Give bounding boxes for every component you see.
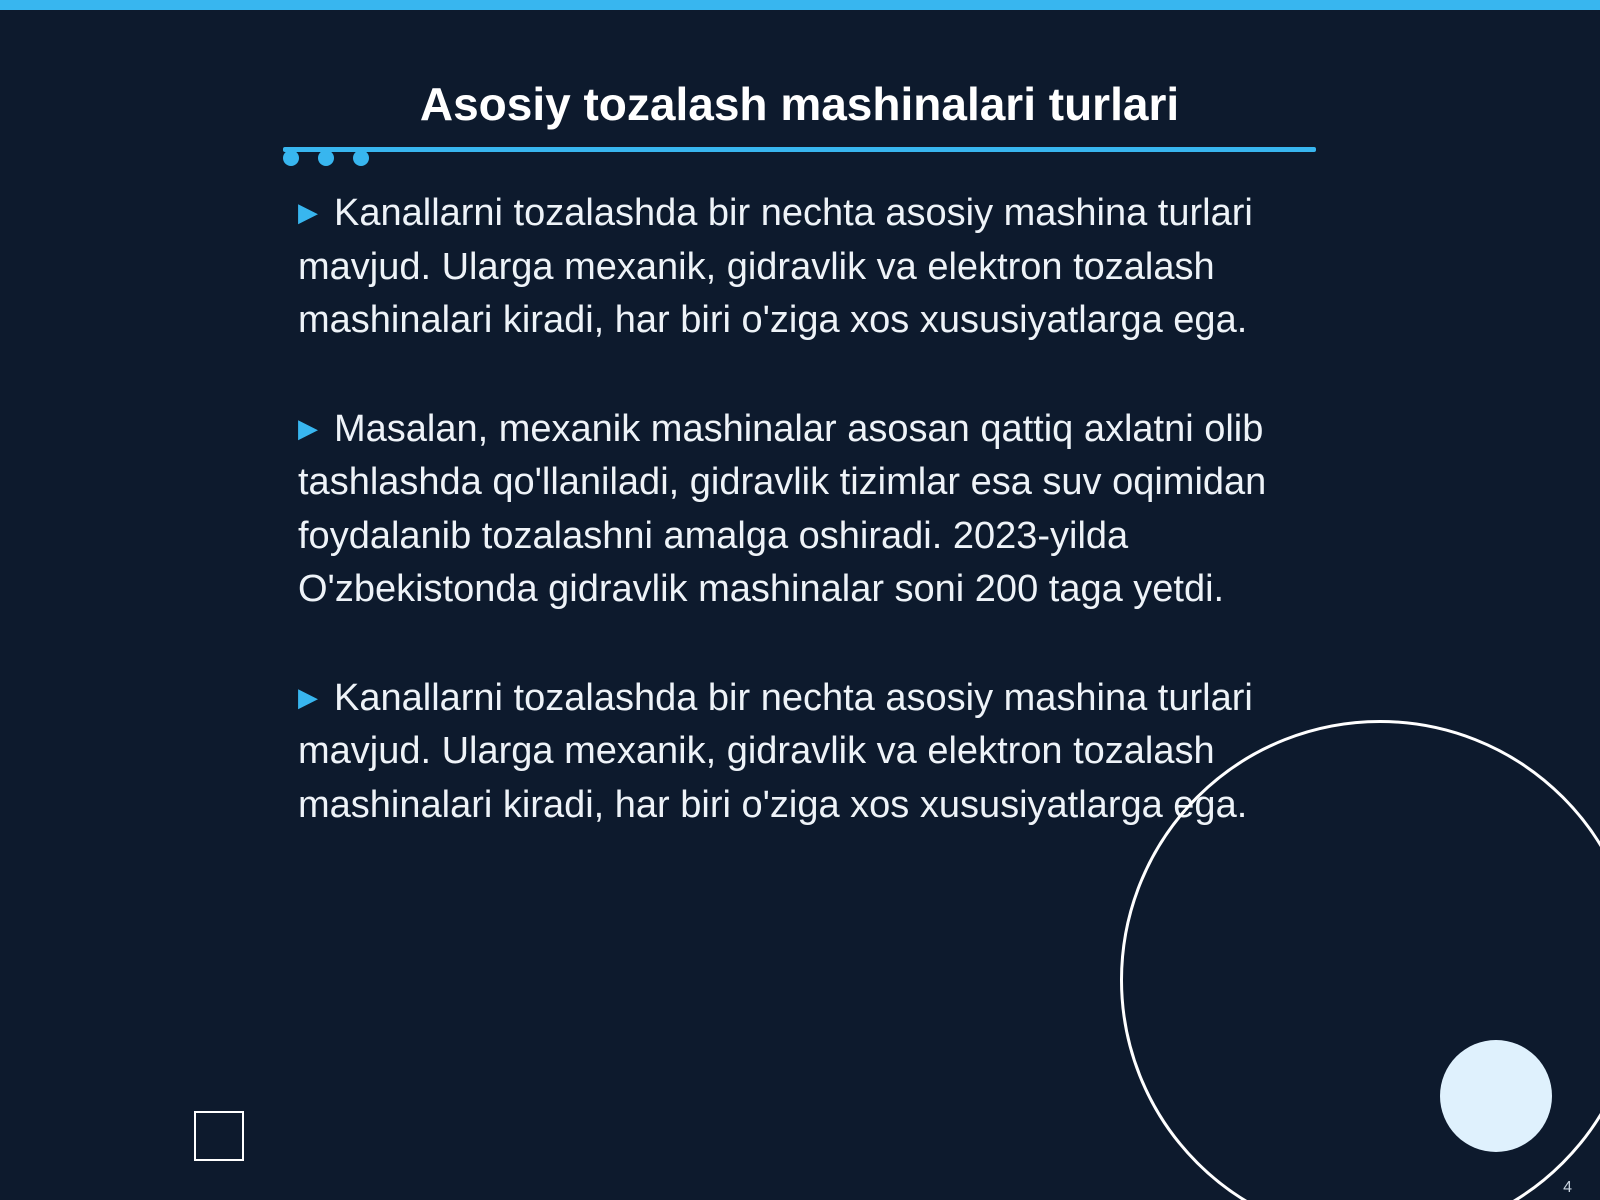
slide-title: Asosiy tozalash mashinalari turlari (419, 78, 1180, 130)
play-triangle-icon: ▶ (298, 412, 318, 443)
decorative-circle-filled (1440, 1040, 1552, 1152)
play-triangle-icon: ▶ (298, 197, 318, 227)
accent-dot (353, 150, 369, 166)
page-number: 4 (1563, 1179, 1572, 1196)
accent-dot (318, 150, 334, 166)
bullet-text: Kanallarni tozalashda bir nechta asosiy mashina turlari mavjud. Ularga mexanik, gidravlik va elektron tozalash mashinalari kiradi, har biri o'ziga xos xususiyatlarga ega. (298, 676, 1253, 826)
accent-dot (283, 150, 299, 166)
title-underline (283, 147, 1316, 152)
top-accent-bar (0, 0, 1600, 10)
bullet-paragraph (298, 671, 1298, 833)
bullet-paragraph (298, 402, 1298, 617)
bullet-text: Masalan, mexanik mashinalar asosan qattiq axlatni olib tashlashda qo'llaniladi, gidravlik tizimlar esa suv oqimidan foydalanib tozalashni amalga oshiradi. 2023-yilda O'zbekistonda gidravlik mashinalar soni 200 taga yetdi. (298, 407, 1267, 610)
decorative-square (194, 1111, 244, 1161)
play-triangle-icon: ▶ (298, 681, 318, 712)
bullet-paragraph (298, 186, 1298, 348)
bullet-text: Kanallarni tozalashda bir nechta asosiy mashina turlari mavjud. Ularga mexanik, gidravlik va elektron tozalash mashinalari kiradi, har biri o'ziga xos xususiyatlarga ega. (298, 192, 1253, 341)
slide-body (298, 186, 1298, 886)
